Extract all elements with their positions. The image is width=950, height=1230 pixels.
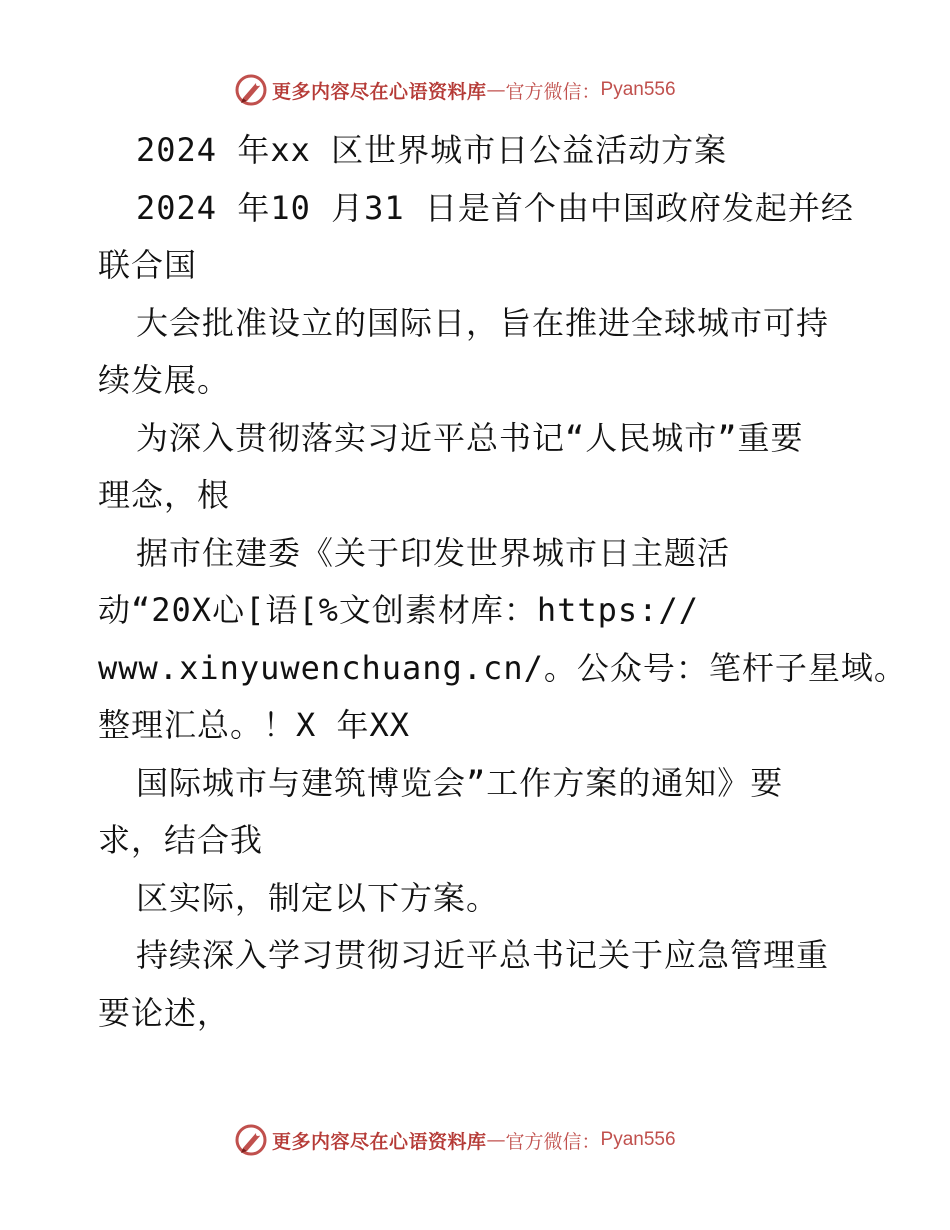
doc-line: 要论述， [98, 993, 231, 1032]
banner-separator: — [486, 79, 506, 101]
doc-line: 大会批准设立的国际日，旨在推进全球城市可持 [136, 303, 830, 342]
doc-line: 续发展。 [98, 361, 231, 399]
doc-line: 2024 年10 月31 日是首个由中国政府发起并经 [136, 188, 854, 227]
banner-separator: — [486, 1129, 506, 1151]
doc-title: 2024 年xx 区世界城市日公益活动方案 [136, 131, 728, 169]
doc-line: www.xinyuwenchuang.cn/。公众号：笔杆子星域。 [98, 648, 907, 687]
banner-wechat-label: 官方微信： [505, 80, 601, 103]
doc-line: 整理汇总。！X 年XX [98, 706, 411, 744]
banner-slogan: 更多内容尽在心语资料库 [272, 80, 487, 103]
pen-logo-icon [234, 73, 268, 107]
doc-line: 国际城市与建筑博览会”工作方案的通知》要 [136, 763, 784, 802]
doc-line: 区实际，制定以下方案。 [136, 878, 500, 917]
doc-line: 据市住建委《关于印发世界城市日主题活 [136, 533, 731, 572]
pen-logo-icon [234, 1123, 268, 1157]
banner-wechat-id: Pyan556 [600, 79, 676, 100]
doc-line: 求，结合我 [98, 821, 264, 859]
doc-line: 联合国 [98, 246, 198, 284]
banner-wechat-label: 官方微信： [505, 1130, 601, 1153]
header-banner [234, 72, 676, 108]
doc-line: 理念，根 [98, 476, 231, 514]
doc-line: 为深入贯彻落实习近平总书记“人民城市”重要 [136, 418, 804, 457]
banner-wechat-id: Pyan556 [600, 1129, 676, 1150]
doc-line: 动“20X心[语[%文创素材库：https:// [98, 591, 699, 629]
footer-banner [234, 1122, 676, 1158]
document-body [98, 122, 907, 1042]
doc-line: 持续深入学习贯彻习近平总书记关于应急管理重 [136, 936, 830, 974]
banner-slogan: 更多内容尽在心语资料库 [272, 1130, 487, 1153]
